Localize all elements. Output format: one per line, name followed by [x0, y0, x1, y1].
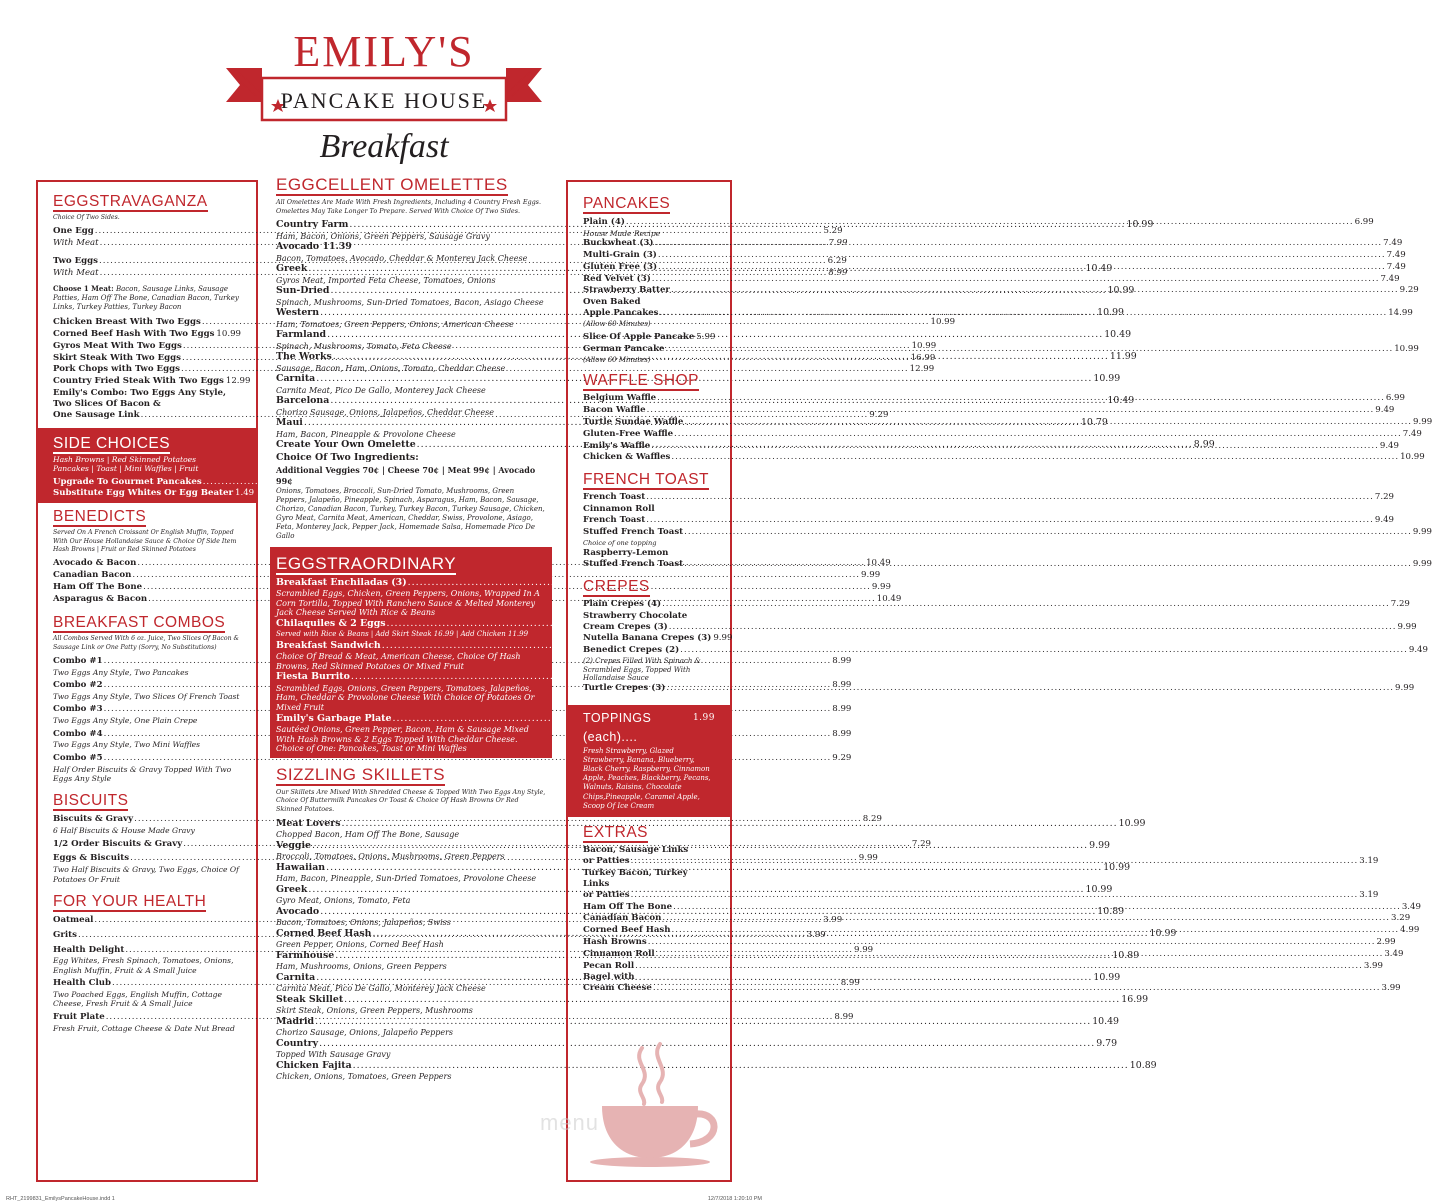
additional-prices: Additional Veggies 70¢ | Cheese 70¢ | Meat 99¢ | Avocado 99¢ — [276, 464, 536, 486]
menu-item: Country Fried Steak With Two Eggs 12.99 — [53, 376, 251, 387]
menu-item: Avocado ..... 10.89 — [276, 906, 546, 918]
menu-item: Maui ..... 10.79 — [276, 417, 546, 429]
item-desc: (Allow 60 Minutes) — [583, 319, 651, 328]
menu-item: Greek ..... 10.49 — [276, 263, 546, 275]
menu-item: Hawaiian ..... 10.99 — [276, 862, 546, 874]
item-desc: Sausage, Bacon, Ham, Onions, Tomato, Cheddar Cheese — [276, 363, 506, 373]
section-title: PANCAKES — [583, 195, 671, 212]
menu-item: Avocado & Bacon ..... 10.49 — [53, 558, 241, 570]
item-desc: (Allow 60 Minutes) — [583, 355, 651, 364]
menu-item: Corned Beef Hash With Two Eggs 10.99 — [53, 329, 242, 340]
menu-item: Cinnamon Roll — [583, 503, 655, 514]
menu-item: Emily's Garbage Plate ..... 11.99 — [276, 713, 546, 725]
menu-item: Combo #5 ..... 9.29 — [53, 753, 241, 765]
menu-item: Veggie ..... 9.99 — [276, 840, 546, 852]
menu-item: Bagel with — [583, 972, 635, 983]
menu-item: Ham Off The Bone ..... 3.49 — [583, 902, 715, 914]
menu-item: German Pancake ..... 10.99 — [583, 344, 715, 356]
section-title: SIZZLING SKILLETS — [276, 764, 446, 784]
menu-item: Nutella Banana Crepes (3) 9.99 — [583, 633, 733, 644]
item-desc: Chorizo Sausage, Onions, Jalapeños, Cheddar Cheese — [276, 407, 494, 417]
section-note: All Combos Served With 6 oz. Juice, Two Slices Of Bacon & Sausage Link or One Patty (Sorry, No Substitutions) — [53, 635, 240, 651]
item-desc: Ham, Bacon, Pineapple, Sun-Dried Tomatoes, Provolone Cheese — [276, 873, 537, 883]
section-title: SIDE CHOICES — [53, 434, 171, 452]
menu-item: Pecan Roll ..... 3.99 — [583, 961, 715, 973]
section-french-toast — [568, 470, 1432, 571]
menu-item: Combo #2 ..... 8.99 — [53, 680, 241, 692]
section-title: BREAKFAST COMBOS — [53, 614, 226, 632]
section-note: Choice Of Two Sides. — [53, 214, 120, 221]
item-desc: Scrambled Eggs, Onions, Green Peppers, Tomatoes, Jalapeños, Ham, Cheddar & Provolone Cheese With Choice Of Potatoes Or Mixed Fruit — [276, 683, 535, 712]
menu-item: Buckwheat (3) ..... 7.49 — [583, 238, 715, 250]
footer-timestamp: 12/7/2018 1:20:10 PM — [707, 1196, 762, 1202]
menu-item: or Patties ..... 3.19 — [583, 890, 715, 902]
menu-item: Skirt Steak With Two Eggs ..... 16.99 — [53, 353, 241, 365]
menu-item: Upgrade To Gourmet Pancakes ..... 3.99 — [53, 477, 241, 489]
menu-item-oven: Apple Pancakes ..... 14.99 — [583, 308, 715, 320]
ingredient-choice: Choice Of Two Ingredients: — [276, 451, 419, 463]
menu-item: Breakfast Enchiladas (3) ..... 9.99 — [276, 577, 546, 589]
section-title: EXTRAS — [583, 823, 649, 841]
menu-item: Stuffed French Toast ..... 9.99 — [583, 527, 715, 539]
menu-item: Canadian Bacon ..... 3.29 — [583, 913, 715, 925]
menu-item: Turtle Sundae Waffle ..... 9.99 — [583, 417, 715, 429]
menu-item: Carnita ..... 10.99 — [276, 972, 546, 984]
menu-item: Biscuits & Gravy ..... 8.29 — [53, 814, 241, 826]
meat-choice: Choose 1 Meat: Bacon, Sausage Links, Sausage Patties, Ham Off The Bone, Canadian Bacon, Turkey Links, Turkey Patties, Turkey Bacon — [53, 284, 239, 311]
item-desc: Two Poached Eggs, English Muffin, Cottage Cheese, Fresh Fruit & A Small Juice — [53, 989, 222, 1009]
menu-item: Multi-Grain (3) ..... 7.49 — [583, 250, 715, 262]
item-desc: Choice of one topping — [583, 538, 657, 547]
menu-item: Country Farm ..... 10.99 — [276, 219, 546, 231]
item-desc: Scrambled Eggs, Chicken, Green Peppers, Onions, Wrapped In A Corn Tortilla, Topped With Ranchero Sauce & Melted Monterey Jack Cheese Served With Rice & Beans — [276, 589, 540, 618]
section-title: EGGSTRAVAGANZA — [53, 193, 208, 210]
menu-item-combo: Two Slices Of Bacon & — [53, 399, 161, 410]
menu-item: Raspberry-Lemon — [583, 547, 669, 558]
item-desc: Choice Of Bread & Meat, American Cheese, Choice Of Hash Browns, Red Skinned Potatoes Or Mixed Fruit — [276, 652, 521, 671]
menu-item: Create Your Own Omelette ..... 8.99 — [276, 439, 546, 451]
item-desc: Ham, Tomatoes, Green Peppers, Onions, American Cheese — [276, 319, 514, 329]
menu-item: Cinnamon Roll ..... 3.49 — [583, 949, 715, 961]
item-desc: Two Eggs Any Style, One Plain Crepe — [53, 716, 198, 726]
item-desc: Fresh Fruit, Cottage Cheese & Date Nut Bread — [53, 1023, 235, 1033]
menu-item: Gyros Meat With Two Eggs ..... 10.99 — [53, 341, 241, 353]
menu-item: Emily's Waffle ..... 9.49 — [583, 441, 715, 453]
menu-item: Meat Lovers ..... 10.99 — [276, 818, 546, 830]
menu-item: Gluten Free (3) ..... 7.49 — [583, 262, 715, 274]
restaurant-name: EMILY'S — [293, 27, 475, 76]
item-desc: Chorizo Sausage, Onions, Jalapeño Peppers — [276, 1027, 454, 1037]
menu-item: Oatmeal ..... 3.99 — [53, 915, 241, 927]
item-desc: Broccoli, Tomatoes, Onions, Mushrooms, Green Peppers — [276, 851, 505, 861]
menu-item: Corned Beef Hash ..... 4.99 — [583, 925, 715, 937]
item-desc: Ham, Mushrooms, Onions, Green Peppers — [276, 961, 447, 971]
menu-item: Western ..... 10.99 — [276, 307, 546, 319]
menu-item: Plain (4) ..... 6.99 — [583, 217, 715, 229]
menu-item: Chicken Fajita ..... 10.89 — [276, 1060, 546, 1072]
menu-item: Steak Skillet ..... 16.99 — [276, 994, 546, 1006]
menu-item: French Toast ..... 9.49 — [583, 515, 715, 527]
menu-item: Corned Beef Hash ..... 10.99 — [276, 928, 546, 940]
section-title: WAFFLE SHOP — [583, 372, 700, 390]
section-title: CREPES — [583, 577, 650, 595]
section-title: EGGSTRAORDINARY — [276, 553, 457, 573]
item-desc: Gyro Meat, Onions, Tomato, Feta — [276, 895, 411, 905]
section-title: FRENCH TOAST — [583, 471, 709, 489]
ingredient-list: Onions, Tomatoes, Broccoli, Sun-Dried Tomato, Mushrooms, Green Peppers, Jalapeño, Pineapple, Spinach, Asparagus, Ham, Bacon, Sausage, Chorizo, Canadian Bacon, Turkey, Turkey Bacon, Turkey Sausage, Chicken, Gyro Meat, Carnita Meat, American, Cheddar, Swiss, Provolone, Asiago, Feta, Monterey Jack, Pepper Jack, Homemade Salsa, Homemade Pico De Gallo — [276, 486, 545, 540]
item-desc: Served with Rice & Beans | Add Skirt Steak 16.99 | Add Chicken 11.99 — [276, 630, 529, 639]
menu-item: Canadian Bacon ..... 9.99 — [53, 570, 241, 582]
section-note: Served On A French Croissant Or English Muffin, Topped With Our House Hollandaise Sauce & Choice Of Side Item Hash Browns | Fruit or Red Skinned Potatoes — [53, 529, 237, 553]
menu-item: Eggs & Biscuits ..... 9.99 — [53, 853, 241, 865]
menu-item: Barcelona ..... 10.49 — [276, 395, 546, 407]
menu-item: The Works ..... 11.99 — [276, 351, 546, 363]
menu-item: Carnita ..... 10.99 — [276, 373, 546, 385]
menu-item-combo: Emily's Combo: Two Eggs Any Style, — [53, 388, 226, 399]
menu-item: Grits ..... 3.99 — [53, 930, 241, 942]
menu-item: Cream Crepes (3) ..... 9.99 — [583, 622, 715, 634]
menu-item-sub: With Meat ..... 7.99 — [53, 238, 241, 250]
menu-item: Asparagus & Bacon ..... 10.49 — [53, 594, 241, 606]
footer-file: RHT_2199831_EmilysPancakeHouse.indd 1 — [6, 1196, 115, 1202]
menu-item: Health Delight ..... 9.99 — [53, 945, 241, 957]
menu-item: Slice Of Apple Pancake 5.99 — [583, 332, 716, 343]
menu-item: One Egg ..... 5.29 — [53, 226, 241, 238]
menu-item: Plain Crepes (4) ..... 7.29 — [583, 599, 715, 611]
item-desc: (2) Crepes Filled With Spinach & Scrambled Eggs, Topped With Hollandaise Sauce — [583, 656, 701, 683]
menu-item: Chilaquiles & 2 Eggs ..... 9.29 — [276, 618, 546, 630]
menu-item: 1/2 Order Biscuits & Gravy ..... 7.29 — [53, 839, 241, 851]
menu-item-oven: Oven Baked — [583, 297, 641, 308]
menu-item: Belgium Waffle ..... 6.99 — [583, 393, 715, 405]
item-desc: Carnita Meat, Pico De Gallo, Monterey Jack Cheese — [276, 385, 486, 395]
menu-item: Bacon Waffle ..... 9.49 — [583, 405, 715, 417]
item-desc: Egg Whites, Fresh Spinach, Tomatoes, Onions, English Muffin, Fruit & A Small Juice — [53, 956, 234, 975]
section-title: BENEDICTS — [53, 508, 147, 526]
menu-item: Sun-Dried ..... 10.99 — [276, 285, 546, 297]
item-desc: Green Pepper, Onions, Corned Beef Hash — [276, 939, 444, 949]
coffee-cup-icon — [580, 1040, 730, 1170]
menu-item: Farmland ..... 10.49 — [276, 329, 546, 341]
menu-item: Fiesta Burrito ..... 9.89 — [276, 671, 546, 683]
menu-item: Combo #4 ..... 8.99 — [53, 729, 241, 741]
menu-item: Two Eggs ..... 6.29 — [53, 256, 241, 268]
item-desc: Topped With Sausage Gravy — [276, 1049, 391, 1059]
menu-item-combo: One Sausage Link ..... 9.29 — [53, 410, 241, 422]
menu-item: Red Velvet (3) ..... 7.49 — [583, 274, 715, 286]
menu-item: Substitute Egg Whites Or Egg Beater 1.49 — [53, 488, 255, 499]
toppings-price: 1.99 — [692, 712, 715, 723]
watermark: menu — [540, 1110, 600, 1135]
section-toppings — [568, 705, 730, 817]
menu-item: Hash Browns ..... 2.99 — [583, 937, 715, 949]
item-desc: Carnita Meat, Pico De Gallo, Monterey Jack Cheese — [276, 983, 486, 993]
menu-item-sub: With Meat ..... 8.99 — [53, 268, 241, 280]
menu-item: Greek ..... 10.99 — [276, 884, 546, 896]
toppings-list: Fresh Strawberry, Glazed Strawberry, Banana, Blueberry, Black Cherry, Raspberry, Cinnamon Apple, Peaches, Blackberry, Pecans, Walnuts, Raisins, Chocolate Chips,Pineapple, Caramel Apple, Scoop Of Ice Cream — [583, 746, 711, 810]
section-note: Our Skillets Are Mixed With Shredded Cheese & Topped With Two Eggs Any Style, Choice Of Buttermilk Pancakes Or Toast & Choice Of Hash Browns Or Red Skinned Potatoes. — [276, 787, 546, 813]
menu-item: Gluten-Free Waffle ..... 7.49 — [583, 429, 715, 441]
print-footer — [6, 1196, 762, 1202]
item-desc: Two Eggs Any Style, Two Mini Waffles — [53, 740, 200, 750]
side-choice-list: Hash Browns | Red Skinned Potatoes — [53, 454, 197, 464]
item-desc: Two Half Biscuits & Gravy, Two Eggs, Choice Of Potatoes Or Fruit — [53, 865, 239, 884]
menu-item: Pork Chops with Two Eggs ..... 12.99 — [53, 364, 241, 376]
menu-item: Chicken & Waffles ..... 10.99 — [583, 452, 715, 464]
menu-item: French Toast ..... 7.29 — [583, 492, 715, 504]
item-desc: Two Eggs Any Style, Two Slices Of French Toast — [53, 691, 240, 701]
menu-item: Combo #1 ..... 8.99 — [53, 656, 241, 668]
menu-item: Bacon, Sausage Links — [583, 844, 689, 855]
menu-item: Combo #3 ..... 8.99 — [53, 704, 241, 716]
menu-item: Strawberry Chocolate — [583, 610, 688, 621]
item-desc: Bacon, Tomatoes, Avocado, Cheddar & Monterey Jack Cheese — [276, 253, 528, 263]
menu-item: Chicken Breast With Two Eggs ..... 10.99 — [53, 317, 241, 329]
menu-item: Stuffed French Toast ..... 9.99 — [583, 559, 715, 571]
section-title: BISCUITS — [53, 792, 129, 810]
menu-item: Strawberry Batter ..... 9.29 — [583, 285, 715, 297]
item-desc: House Made Recipe — [583, 228, 661, 238]
item-desc: Chicken, Onions, Tomatoes, Green Peppers — [276, 1071, 452, 1081]
item-desc: Spinach, Mushrooms, Tomato, Feta Cheese — [276, 341, 452, 351]
section-title: FOR YOUR HEALTH — [53, 892, 207, 910]
menu-header — [0, 0, 768, 175]
menu-item: Farmhouse ..... 10.89 — [276, 950, 546, 962]
item-desc: Chopped Bacon, Ham Off The Bone, Sausage — [276, 829, 460, 839]
item-desc: Spinach, Mushrooms, Sun-Dried Tomatoes, Bacon, Asiago Cheese — [276, 297, 544, 307]
menu-item: Fruit Plate ..... 8.99 — [53, 1012, 241, 1024]
menu-item: Turtle Crepes (3) ..... 9.99 — [583, 683, 715, 695]
section-title: TOPPINGS (each).... — [583, 710, 652, 744]
item-desc: Bacon, Tomatoes, Onions, Jalapeños, Swiss — [276, 917, 451, 927]
menu-item: Health Club ..... 8.99 — [53, 978, 241, 990]
menu-item: or Patties ..... 3.19 — [583, 856, 715, 868]
menu-title: Breakfast — [319, 128, 449, 165]
menu-item: Madrid ..... 10.49 — [276, 1016, 546, 1028]
menu-item: Cream Cheese ..... 3.99 — [583, 983, 715, 995]
item-desc: Skirt Steak, Onions, Green Peppers, Mushrooms — [276, 1005, 473, 1015]
item-desc: Ham, Bacon, Onions, Green Peppers, Sausage Gravy — [276, 231, 490, 241]
item-desc: Half Order Biscuits & Gravy Topped With Two Eggs Any Style — [53, 764, 232, 783]
item-desc: 6 Half Biscuits & House Made Gravy — [53, 826, 195, 836]
menu-item: Country ..... 9.79 — [276, 1038, 546, 1050]
section-title: EGGCELLENT OMELETTES — [276, 175, 508, 194]
menu-item: Ham Off The Bone ..... 9.99 — [53, 582, 241, 594]
item-desc: Two Eggs Any Style, Two Pancakes — [53, 667, 189, 677]
restaurant-subtitle: PANCAKE HOUSE — [280, 88, 488, 113]
item-desc: Sautéed Onions, Green Pepper, Bacon, Ham & Sausage Mixed With Hash Browns & 2 Eggs Topped With Cheddar Cheese. Choice of One: Pancakes, Toast or Mini Waffles — [276, 724, 529, 754]
menu-item: Benedict Crepes (2) ..... 9.49 — [583, 645, 715, 657]
item-desc: Gyros Meat, Imported Feta Cheese, Tomatoes, Onions — [276, 275, 496, 285]
menu-item: Breakfast Sandwich ..... 7.99 — [276, 640, 546, 652]
item-desc: Ham, Bacon, Pineapple & Provolone Cheese — [276, 429, 456, 439]
section-note: All Omelettes Are Made With Fresh Ingredients, Including 4 Country Fresh Eggs. Omelettes May Take Longer To Prepare. Served With Choice Of Two Sides. — [276, 198, 541, 215]
menu-item: Avocado 11.39 — [276, 241, 352, 253]
menu-item: Turkey Bacon, Turkey Links — [583, 867, 688, 889]
side-choice-list: Pancakes | Toast | Mini Waffles | Fruit — [53, 464, 199, 474]
